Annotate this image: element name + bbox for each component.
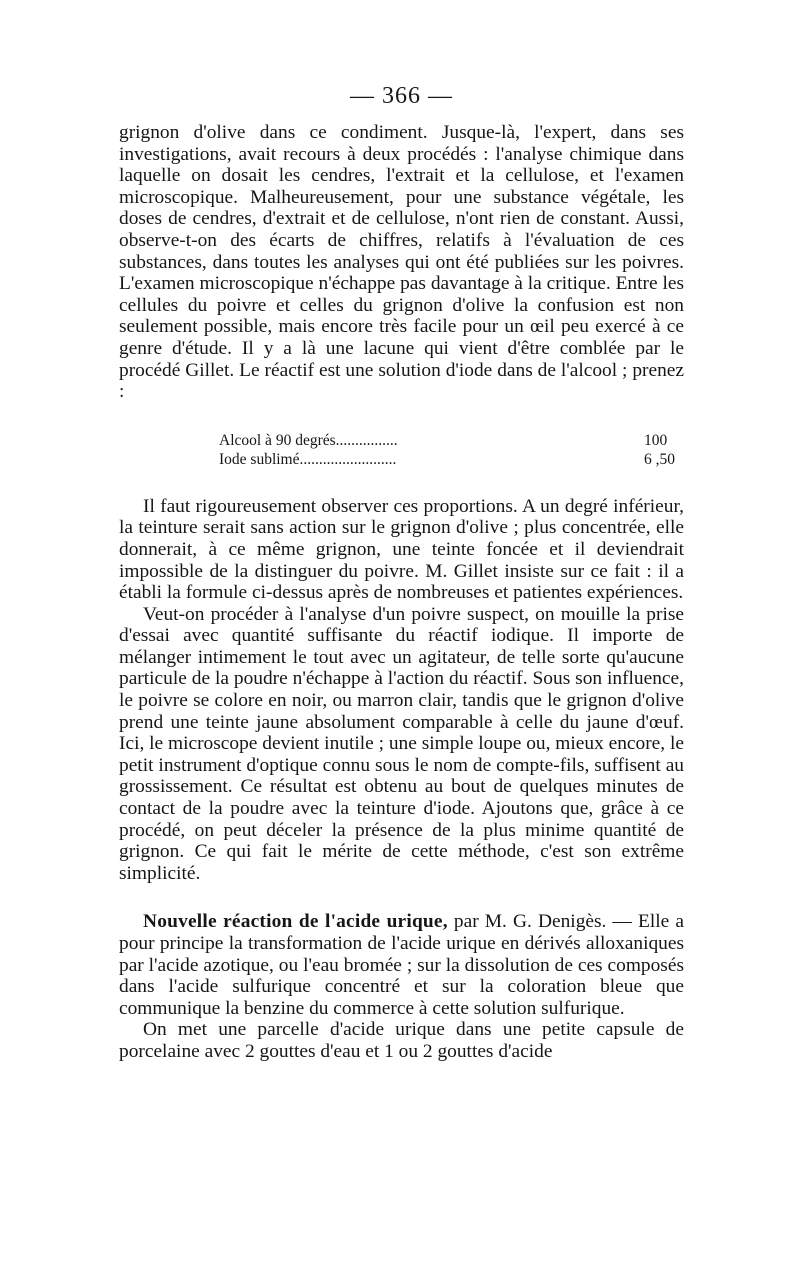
formula-row [219,431,684,450]
page-number: — 366 — [350,83,453,109]
section-uric-acid [119,911,684,1062]
document-page [119,84,684,1063]
section-paragraph [119,911,684,1019]
section-title: Nouvelle réaction de l'acide urique, [143,911,448,933]
formula-label: Iode sublimé......................... [219,450,397,468]
formula-table [119,431,684,469]
formula-value: 100 [644,431,668,449]
formula-label: Alcool à 90 degrés................ [219,431,398,449]
section-text: par M. G. Denigès. — Elle a pour principe la transformation de l'acide urique en dérivés alloxaniques par l'acide azotique, ou l'eau bromée ; sur la dissolution de ces composés dans l'acide sulfurique concentré et sur la coloration bleue que communique la benzine du commerce à cette solution sulfurique. [119,911,685,1019]
paragraph-proportions: Il faut rigoureusement observer ces proportions. A un degré inférieur, la teinture serait sans action sur le grignon d'olive ; plus concentrée, elle donnerait, à ce même grignon, une teinte foncée et il deviendrait impossible de la distinguer du poivre. M. Gillet insiste sur ce fait : il a établi la formule ci-dessus après de nombreuses et patientes expériences. [119,495,684,604]
section-paragraph-2: On met une parcelle d'acide urique dans une petite capsule de porcelaine avec 2 gouttes d'eau et 1 ou 2 gouttes d'acide [119,1019,684,1062]
formula-row [219,450,684,469]
paragraph-procedure: Veut-on procéder à l'analyse d'un poivre suspect, on mouille la prise d'essai avec quantité suffisante du réactif iodique. Il importe de mélanger intimement le tout avec un agitateur, de telle sorte qu'aucune particule de la poudre n'échappe à l'action du réactif. Sous son influence, le poivre se colore en noir, ou marron clair, tandis que le grignon d'olive prend une teinte jaune absolument comparable à celle du jaune d'œuf. Ici, le microscope devient inutile ; une simple loupe ou, mieux encore, le petit instrument d'optique connu sous le nom de compte-fils, suffisent au grossissement. Ce résultat est obtenu au bout de quelques minutes de contact de la poudre avec la teinture d'iode. Ajoutons que, grâce à ce procédé, on peut déceler la présence de la plus minime quantité de grignon. Ce qui fait le mérite de cette méthode, c'est son extrême simplicité. [119,603,684,884]
paragraph-intro: grignon d'olive dans ce condiment. Jusque-là, l'expert, dans ses investigations, avait recours à deux procédés : l'analyse chimique dans laquelle on dosait les cendres, l'extrait et la cellulose, et l'examen microscopique. Malheureusement, pour une substance végétale, les doses de cendres, d'extrait et de cellulose, n'ont rien de constant. Aussi, observe-t-on des écarts de chiffres, relatifs à l'évaluation de ces substances, dans toutes les analyses qui ont été publiées sur les poivres. L'examen microscopique n'échappe pas davantage à la critique. Entre les cellules du poivre et celles du grignon d'olive la confusion est non seulement possible, mais encore très facile pour un œil peu exercé à ce genre d'étude. Il y a là une lacune qui vient d'être comblée par le procédé Gillet. Le réactif est une solution d'iode dans de l'alcool ; prenez : [119,122,684,403]
formula-value: 6 ,50 [644,450,675,468]
